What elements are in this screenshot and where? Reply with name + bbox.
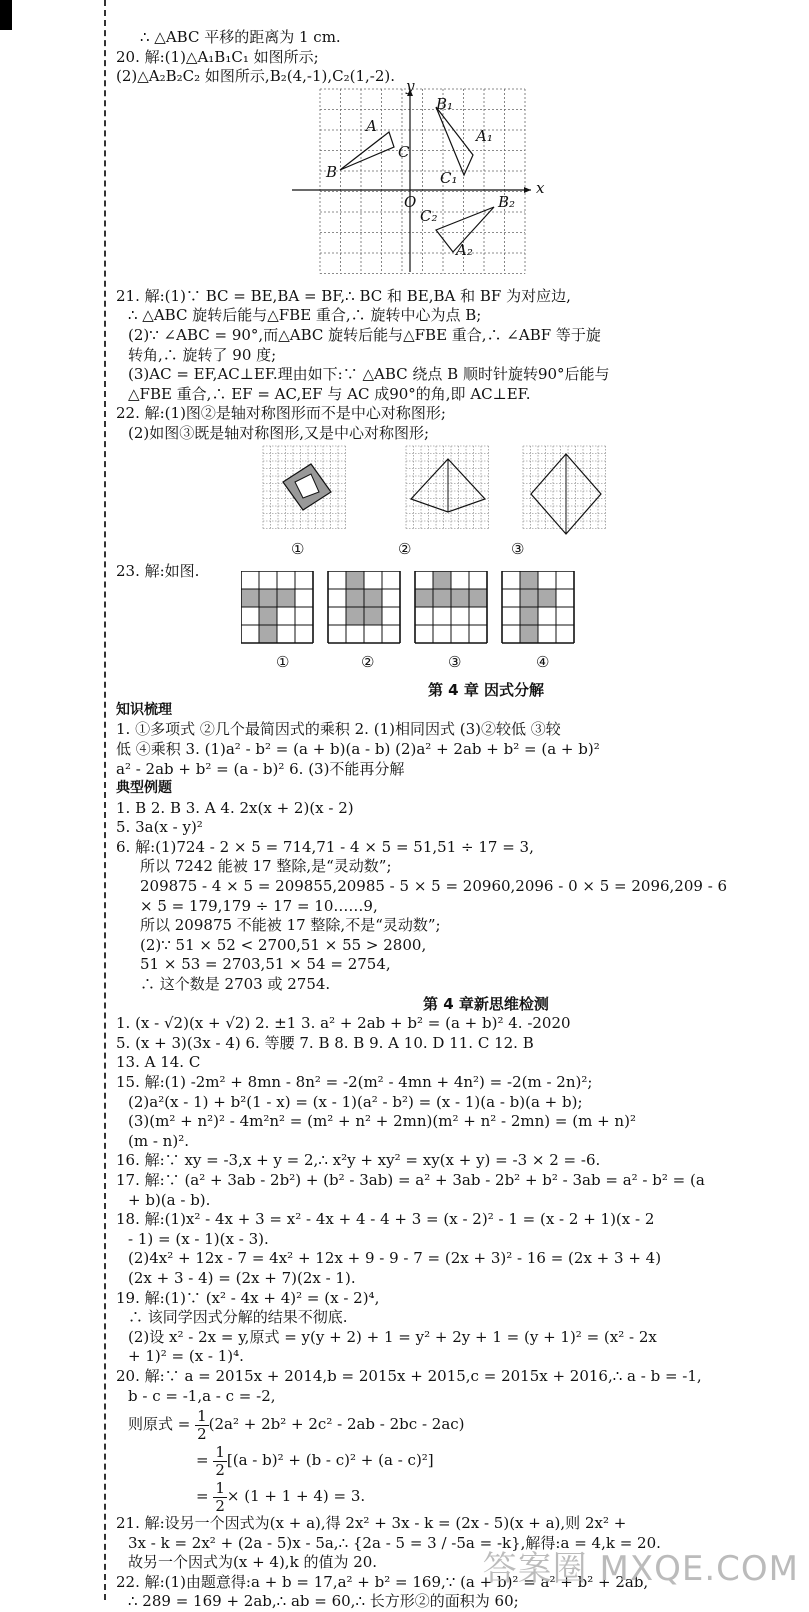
figure-22-grids	[116, 444, 796, 562]
fraction-denominator: 2	[215, 1460, 225, 1479]
text-line: (2)4x² + 12x - 7 = 4x² + 12x + 9 - 9 - 7 = (2x + 3)² - 16 = (2x + 3 + 4)	[128, 1249, 662, 1268]
text-line: (2)如图③既是轴对称图形,又是中心对称图形;	[128, 423, 430, 442]
point-label: B₂	[498, 192, 516, 211]
text-line: 6. 解:(1)724 - 2 × 5 = 714,71 - 4 × 5 = 51,51 ÷ 17 = 3,	[116, 837, 534, 856]
text-line: 3x - k = 2x² + (2a - 5)x - 5a,∴ {2a - 5 = 3 / -5a = -k},解得:a = 4,k = 20.	[128, 1533, 661, 1552]
text-line: 故另一个因式为(x + 4),k 的值为 20.	[128, 1553, 378, 1572]
text-fragment: =	[196, 1451, 214, 1470]
text-line: ∴ △ABC 旋转后能与△FBE 重合,∴ 旋转中心为点 B;	[128, 306, 482, 325]
text-line: (m - n)².	[128, 1131, 189, 1150]
text-line: 16. 解:∵ xy = -3,x + y = 2,∴ x²y + xy² = xy(x + y) = -3 × 2 = -6.	[116, 1151, 601, 1170]
corner-mark	[0, 0, 12, 30]
text-line: 低 ④乘积 3. (1)a² - b² = (a + b)(a - b) (2)a² + 2ab + b² = (a + b)²	[116, 739, 600, 758]
text-line: 51 × 53 = 2703,51 × 54 = 2754,	[140, 955, 391, 974]
text-line: - 1) = (x - 1)(x - 3).	[128, 1229, 269, 1248]
text-line: 22. 解:(1)由题意得:a + b = 17,a² + b² = 169,∵ (a + b)² = a² + b² + 2ab,	[116, 1572, 649, 1591]
figure-label: ①	[276, 653, 290, 672]
figure-label: ③	[448, 653, 462, 672]
axis-y-label: y	[406, 76, 415, 95]
point-label: C₁	[440, 168, 458, 187]
fraction-numerator: 1	[197, 1406, 207, 1425]
text-line: 15. 解:(1) -2m² + 8mn - 8n² = -2(m² - 4mn + 4n²) = -2(m - 2n)²;	[116, 1073, 593, 1091]
chapter-title: 第 4 章 因式分解	[427, 681, 545, 700]
binding-dashed-line	[104, 0, 106, 1600]
origin-label: O	[404, 192, 417, 211]
text-line: (2)△A₂B₂C₂ 如图所示,B₂(4,-1),C₂(1,-2).	[116, 67, 396, 86]
point-label: B	[326, 162, 338, 181]
text-line: 23. 解:如图.	[116, 561, 200, 580]
point-label: C₂	[420, 206, 438, 225]
text-line: + b)(a - b).	[128, 1190, 211, 1209]
text-line: (2)∵ 51 × 52 < 2700,51 × 55 > 2800,	[140, 935, 427, 954]
text-line: 转角,∴ 旋转了 90 度;	[128, 345, 277, 364]
text-line: 5. (x + 3)(3x - 4) 6. 等腰 7. B 8. B 9. A 10. D 11. C 12. B	[116, 1033, 534, 1052]
text-line: × 5 = 179,179 ÷ 17 = 10……9,	[140, 896, 378, 915]
text-line: (2)∵ ∠ABC = 90°,而△ABC 旋转后能与△FBE 重合,∴ ∠ABF 等于旋	[128, 325, 601, 344]
text-line: 所以 209875 不能被 17 整除,不是“灵动数”;	[140, 916, 441, 935]
text-line: ∴ 该同学因式分解的结果不彻底.	[128, 1308, 348, 1327]
fraction	[195, 1408, 209, 1443]
text-line: 1. ①多项式 ②几个最简因式的乘积 2. (1)相同因式 (3)②较低 ③较	[116, 720, 561, 739]
text-line: + 1)² = (x - 1)⁴.	[128, 1347, 244, 1366]
text-line: ∴ 这个数是 2703 或 2754.	[140, 975, 331, 994]
fraction	[213, 1480, 227, 1515]
text-line: (2x + 3 - 4) = (2x + 7)(2x - 1).	[128, 1268, 356, 1287]
text-fragment: × (1 + 1 + 4) = 3.	[226, 1487, 366, 1506]
text-line: 20. 解:(1)△A₁B₁C₁ 如图所示;	[116, 47, 319, 66]
text-line: △FBE 重合,∴ EF = AC,EF 与 AC 成90°的角,即 AC⊥EF.	[128, 384, 531, 403]
text-fragment: 则原式 =	[128, 1415, 196, 1434]
text-fragment: [(a - b)² + (b - c)² + (a - c)²]	[226, 1451, 434, 1470]
watermark: 答案圈 MXQE.COM	[482, 1549, 799, 1589]
fraction-denominator: 2	[197, 1424, 207, 1443]
fraction-line	[116, 1478, 796, 1514]
fraction-line	[116, 1442, 796, 1478]
fraction-denominator: 2	[215, 1496, 225, 1515]
fraction-line	[116, 1406, 796, 1442]
answer-content	[116, 28, 796, 1612]
text-line: 13. A 14. C	[116, 1053, 201, 1072]
text-line: 17. 解:∵ (a² + 3ab - 2b²) + (b² - 3ab) = a² + 3ab - 2b² + b² - 3ab = a² - b² = (a	[116, 1170, 705, 1189]
text-line: ∴ △ABC 平移的距离为 1 cm.	[140, 28, 341, 46]
text-line: 19. 解:(1)∵ (x² - 4x + 4)² = (x - 2)⁴,	[116, 1288, 380, 1307]
text-line: 5. 3a(x - y)²	[116, 818, 203, 837]
text-line: 所以 7242 能被 17 整除,是“灵动数”;	[140, 857, 392, 876]
text-line: 1. B 2. B 3. A 4. 2x(x + 2)(x - 2)	[116, 798, 354, 817]
fraction-numerator: 1	[215, 1442, 225, 1461]
text-line: b - c = -1,a - c = -2,	[128, 1386, 276, 1405]
figure-label: ②	[398, 539, 412, 558]
axis-x-label: x	[536, 178, 545, 197]
figure-23-svg	[241, 571, 721, 651]
text-line: 209875 - 4 × 5 = 209855,20985 - 5 × 5 = 20960,2096 - 0 × 5 = 2096,209 - 6	[140, 877, 728, 896]
point-label: A₂	[456, 240, 473, 259]
text-line: (2)设 x² - 2x = y,原式 = y(y + 2) + 1 = y² + 2y + 1 = (y + 1)² = (x² - 2x	[128, 1327, 657, 1346]
text-line: a² - 2ab + b² = (a - b)² 6. (3)不能再分解	[116, 759, 405, 778]
point-label: A	[366, 116, 377, 135]
figure-label: ①	[291, 539, 305, 558]
text-fragment: (2a² + 2b² + 2c² - 2ab - 2bc - 2ac)	[208, 1415, 465, 1434]
section-heading: 典型例题	[116, 780, 172, 797]
text-line: (3)(m² + n²)² - 4m²n² = (m² + n² + 2mn)(m² + n² - 2mn) = (m + n)²	[128, 1112, 636, 1131]
section-title: 第 4 章新思维检测	[423, 994, 549, 1013]
text-fragment: =	[196, 1487, 214, 1506]
point-label: B₁	[436, 94, 454, 113]
text-line: (3)AC = EF,AC⊥EF.理由如下:∵ △ABC 绕点 B 顺时针旋转90°后能与	[128, 365, 610, 384]
text-line: 1. (x - √2)(x + √2) 2. ±1 3. a² + 2ab + b² = (a + b)² 4. -2020	[116, 1014, 571, 1033]
figure-23-grids	[116, 581, 796, 681]
text-line: 21. 解:(1)∵ BC = BE,BA = BF,∴ BC 和 BE,BA 和 BF 为对应边,	[116, 286, 571, 305]
figure-label: ②	[361, 653, 375, 672]
section-heading: 知识梳理	[116, 701, 172, 718]
coordinate-grid-svg	[286, 87, 706, 287]
fraction-numerator: 1	[215, 1478, 225, 1497]
text-line: (2)a²(x - 1) + b²(1 - x) = (x - 1)(a² - b²) = (x - 1)(a - b)(a + b);	[128, 1092, 583, 1111]
fraction	[213, 1444, 227, 1479]
figure-label: ③	[511, 539, 525, 558]
point-label: A₁	[476, 126, 493, 145]
text-line: 21. 解:设另一个因式为(x + a),得 2x² + 3x - k = (2x - 5)(x + a),则 2x² +	[116, 1514, 627, 1533]
figure-22-svg	[261, 444, 701, 562]
text-line: ∴ 289 = 169 + 2ab,∴ ab = 60,∴ 长方形②的面积为 60;	[128, 1592, 519, 1611]
text-line: 22. 解:(1)图②是轴对称图形而不是中心对称图形;	[116, 404, 446, 423]
text-line: 18. 解:(1)x² - 4x + 3 = x² - 4x + 4 - 4 + 3 = (x - 2)² - 1 = (x - 2 + 1)(x - 2	[116, 1210, 655, 1229]
text-line: 20. 解:∵ a = 2015x + 2014,b = 2015x + 2015,c = 2015x + 2016,∴ a - b = -1,	[116, 1366, 702, 1385]
figure-label: ④	[536, 653, 550, 672]
point-label: C	[398, 142, 410, 161]
